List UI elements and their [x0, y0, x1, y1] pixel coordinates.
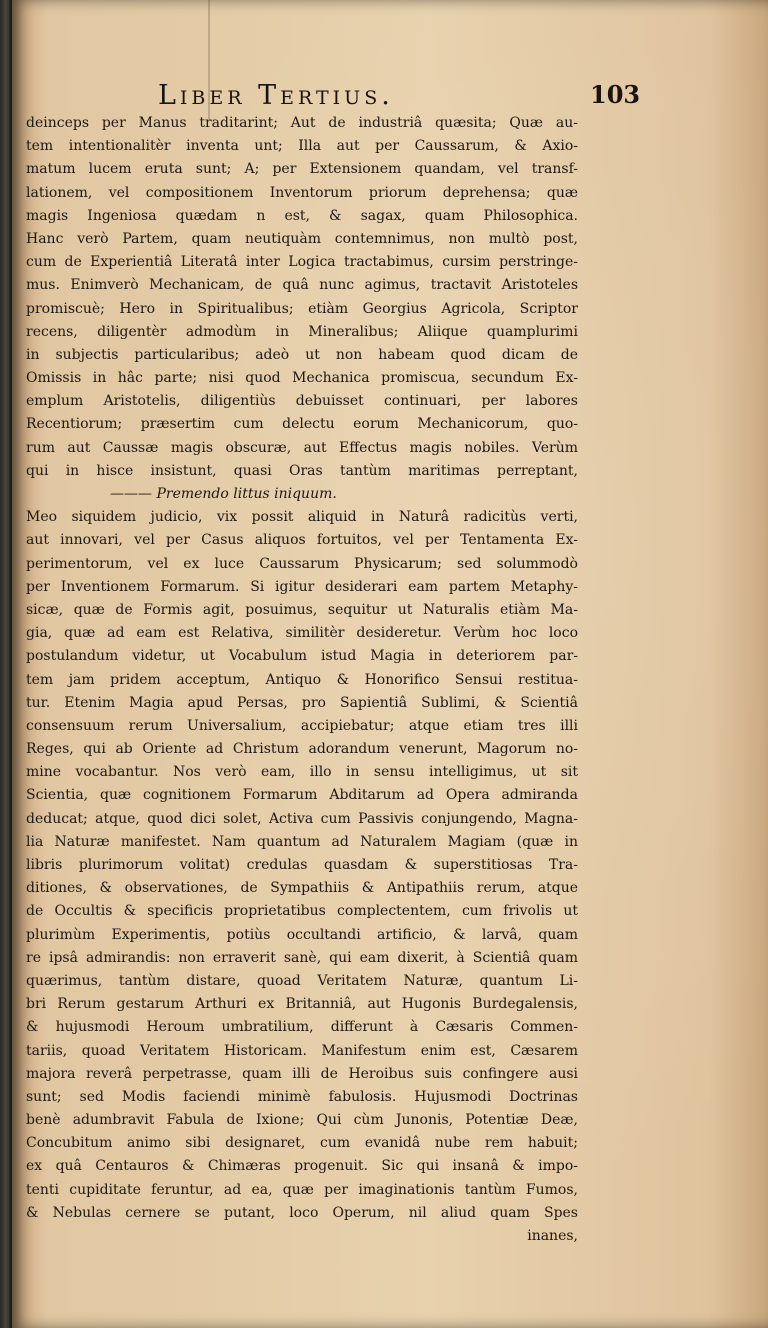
- quotation-line: ——— Premendo littus iniquum.: [110, 486, 337, 502]
- text-line: Reges, qui ab Oriente ad Christum adorandum venerunt, Magorum no-: [26, 741, 578, 758]
- running-header: Liber Tertius.: [158, 80, 394, 111]
- text-line: promiscuè; Hero in Spiritualibus; etiàm Georgius Agricola, Scriptor: [26, 300, 578, 317]
- text-line: consensuum rerum Universalium, accipiebatur; atque etiam tres illi: [26, 717, 578, 734]
- text-line: aut innovari, vel per Casus aliquos fortuitos, vel per Tentamenta Ex-: [26, 532, 578, 549]
- text-line: tur. Etenim Magia apud Persas, pro Sapientiâ Sublimi, & Scientiâ: [26, 694, 578, 711]
- text-line: de Occultis & specificis proprietatibus complectentem, cum frivolis ut: [26, 903, 578, 920]
- catchword: inanes,: [527, 1228, 578, 1244]
- text-line: plurimùm Experimentis, potiùs occultandi artificio, & larvâ, quam: [26, 926, 578, 943]
- text-line: emplum Aristotelis, diligentiùs debuisset continuari, per labores: [26, 393, 578, 410]
- text-line: lationem, vel compositionem Inventorum priorum deprehensa; quæ: [26, 184, 578, 201]
- text-line: tariis, quoad Veritatem Historicam. Manifestum enim est, Cæsarem: [26, 1042, 578, 1059]
- text-line: sunt; sed Modis faciendi minimè fabulosis. Hujusmodi Doctrinas: [26, 1088, 578, 1105]
- text-line: re ipsâ admirandis: non erraverit sanè, qui eam dixerit, à Scientiâ quam: [26, 949, 578, 966]
- text-line: Concubitum animo sibi designaret, cum evanidâ nube rem habuit;: [26, 1135, 578, 1152]
- text-line: in subjectis particularibus; adeò ut non habeam quod dicam de: [26, 346, 578, 363]
- text-line: Omissis in hâc parte; nisi quod Mechanica promiscua, secundum Ex-: [26, 370, 578, 387]
- text-line: sicæ, quæ de Formis agit, posuimus, sequitur ut Naturalis etiàm Ma-: [26, 601, 578, 618]
- text-line: & Nebulas cernere se putant, loco Operum, nil aliud quam Spes: [26, 1204, 578, 1221]
- text-line: tem intentionalitèr inventa unt; Illa aut per Caussarum, & Axio-: [26, 138, 578, 155]
- text-line: mus. Enimverò Mechanicam, de quâ nunc agimus, tractavit Aristoteles: [26, 277, 578, 294]
- page-number: 103: [590, 80, 641, 109]
- text-line: benè adumbravit Fabula de Ixione; Qui cùm Junonis, Potentiæ Deæ,: [26, 1112, 578, 1129]
- text-line: rum aut Caussæ magis obscuræ, aut Effectus magis nobiles. Verùm: [26, 439, 578, 456]
- text-line: matum lucem eruta sunt; A; per Extensionem quandam, vel transf-: [26, 161, 578, 178]
- text-line: & hujusmodi Heroum umbratilium, differunt à Cæsaris Commen-: [26, 1019, 578, 1036]
- text-line: libris plurimorum volitat) credulas quasdam & superstitiosas Tra-: [26, 857, 578, 873]
- text-line: tenti cupiditate feruntur, ad ea, quæ per imaginationis tantùm Fumos,: [26, 1181, 578, 1198]
- text-line: Hanc verò Partem, quam neutiquàm contemnimus, non multò post,: [26, 230, 578, 247]
- text-line: lia Naturæ manifestet. Nam quantum ad Naturalem Magiam (quæ in: [26, 833, 578, 850]
- text-line: mine vocabantur. Nos verò eam, illo in sensu intelligimus, ut sit: [26, 764, 578, 781]
- text-line: Meo siquidem judicio, vix possit aliquid in Naturâ radicitùs verti,: [26, 509, 578, 526]
- text-line: ditiones, & observationes, de Sympathiis & Antipathiis rerum, atque: [26, 880, 578, 897]
- book-page: [10, 0, 768, 1328]
- text-line: perimentorum, vel ex luce Caussarum Physicarum; sed solummodò: [26, 555, 578, 572]
- text-line: deinceps per Manus traditarint; Aut de industriâ quæsita; Quæ au-: [26, 115, 578, 131]
- text-line: gia, quæ ad eam est Relativa, similitèr desideretur. Verùm hoc loco: [26, 625, 578, 642]
- text-line: Recentiorum; præsertim cum delectu eorum Mechanicorum, quo-: [26, 416, 578, 433]
- text-line: ex quâ Centauros & Chimæras progenuit. Sic qui insanâ & impo-: [26, 1158, 578, 1175]
- text-line: Scientia, quæ cognitionem Formarum Abditarum ad Opera admiranda: [26, 787, 578, 804]
- text-line: recens, diligentèr admodùm in Mineralibus; Aliique quamplurimi: [26, 323, 578, 340]
- text-line: qui in hisce insistunt, quasi Oras tantùm maritimas perreptant,: [26, 462, 578, 479]
- text-line: postulandum videtur, ut Vocabulum istud Magia in deteriorem par-: [26, 648, 578, 665]
- text-line: magis Ingeniosa quædam n est, & sagax, quam Philosophica.: [26, 207, 578, 224]
- text-line: bri Rerum gestarum Arthuri ex Britanniâ, aut Hugonis Burdegalensis,: [26, 996, 578, 1013]
- text-line: deducat; atque, quod dici solet, Activa cum Passivis conjungendo, Magna-: [26, 810, 578, 827]
- text-block: [26, 112, 578, 1248]
- text-line: quærimus, tantùm distare, quoad Veritatem Naturæ, quantum Li-: [26, 972, 578, 989]
- text-line: cum de Experientiâ Literatâ inter Logica tractabimus, cursim perstringe-: [26, 254, 578, 271]
- text-line: majora reverâ perpetrasse, quam illi de Heroibus suis confingere ausi: [26, 1065, 578, 1082]
- text-line: per Inventionem Formarum. Si igitur desiderari eam partem Metaphy-: [26, 578, 578, 595]
- text-line: tem jam pridem acceptum, Antiquo & Honorifico Sensui restitua-: [26, 671, 578, 688]
